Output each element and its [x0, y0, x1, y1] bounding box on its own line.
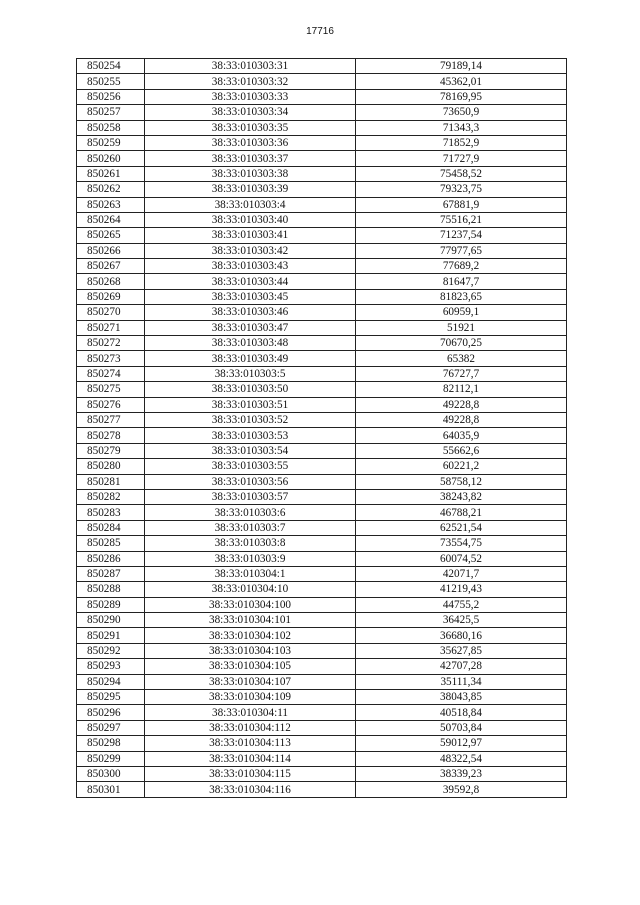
table-row	[77, 105, 567, 120]
cadastral-number-cell: 38:33:010303:5	[145, 366, 356, 381]
cadastral-number-cell: 38:33:010303:34	[145, 105, 356, 120]
row-number-cell: 850263	[77, 197, 145, 212]
cadastral-number-cell: 38:33:010303:56	[145, 474, 356, 489]
value-cell: 62521,54	[356, 520, 567, 535]
table-row	[77, 166, 567, 181]
cadastral-number-cell: 38:33:010303:48	[145, 336, 356, 351]
table-row	[77, 674, 567, 689]
row-number-cell: 850260	[77, 151, 145, 166]
cadastral-number-cell: 38:33:010303:37	[145, 151, 356, 166]
row-number-cell: 850262	[77, 182, 145, 197]
cadastral-number-cell: 38:33:010303:40	[145, 212, 356, 227]
registry-table	[76, 58, 567, 798]
table-row	[77, 643, 567, 658]
table-row	[77, 182, 567, 197]
cadastral-number-cell: 38:33:010303:50	[145, 382, 356, 397]
row-number-cell: 850282	[77, 489, 145, 504]
row-number-cell: 850289	[77, 597, 145, 612]
table-row	[77, 382, 567, 397]
cadastral-number-cell: 38:33:010303:46	[145, 305, 356, 320]
table-row	[77, 582, 567, 597]
value-cell: 73650,9	[356, 105, 567, 120]
value-cell: 41219,43	[356, 582, 567, 597]
value-cell: 64035,9	[356, 428, 567, 443]
value-cell: 78169,95	[356, 89, 567, 104]
row-number-cell: 850257	[77, 105, 145, 120]
cadastral-number-cell: 38:33:010303:42	[145, 243, 356, 258]
table-row	[77, 551, 567, 566]
value-cell: 38043,85	[356, 690, 567, 705]
cadastral-number-cell: 38:33:010303:4	[145, 197, 356, 212]
row-number-cell: 850269	[77, 289, 145, 304]
row-number-cell: 850256	[77, 89, 145, 104]
value-cell: 46788,21	[356, 505, 567, 520]
table-row	[77, 505, 567, 520]
table-row	[77, 690, 567, 705]
value-cell: 55662,6	[356, 443, 567, 458]
cadastral-number-cell: 38:33:010303:31	[145, 59, 356, 74]
table-row	[77, 228, 567, 243]
table-row	[77, 751, 567, 766]
table-row	[77, 536, 567, 551]
value-cell: 75458,52	[356, 166, 567, 181]
cadastral-number-cell: 38:33:010304:103	[145, 643, 356, 658]
row-number-cell: 850295	[77, 690, 145, 705]
cadastral-number-cell: 38:33:010303:7	[145, 520, 356, 535]
value-cell: 77689,2	[356, 259, 567, 274]
table-row	[77, 259, 567, 274]
table-row	[77, 659, 567, 674]
row-number-cell: 850298	[77, 736, 145, 751]
row-number-cell: 850299	[77, 751, 145, 766]
table-row	[77, 289, 567, 304]
row-number-cell: 850264	[77, 212, 145, 227]
row-number-cell: 850286	[77, 551, 145, 566]
row-number-cell: 850291	[77, 628, 145, 643]
cadastral-number-cell: 38:33:010303:47	[145, 320, 356, 335]
cadastral-number-cell: 38:33:010304:109	[145, 690, 356, 705]
table-row	[77, 243, 567, 258]
value-cell: 81647,7	[356, 274, 567, 289]
cadastral-number-cell: 38:33:010303:52	[145, 412, 356, 427]
row-number-cell: 850259	[77, 135, 145, 150]
value-cell: 70670,25	[356, 336, 567, 351]
value-cell: 71343,3	[356, 120, 567, 135]
value-cell: 60074,52	[356, 551, 567, 566]
row-number-cell: 850267	[77, 259, 145, 274]
value-cell: 40518,84	[356, 705, 567, 720]
value-cell: 36680,16	[356, 628, 567, 643]
table-row	[77, 720, 567, 735]
table-row	[77, 474, 567, 489]
value-cell: 39592,8	[356, 782, 567, 797]
cadastral-number-cell: 38:33:010303:44	[145, 274, 356, 289]
table-row	[77, 197, 567, 212]
value-cell: 67881,9	[356, 197, 567, 212]
table-row	[77, 628, 567, 643]
row-number-cell: 850280	[77, 459, 145, 474]
cadastral-number-cell: 38:33:010304:101	[145, 613, 356, 628]
cadastral-number-cell: 38:33:010304:115	[145, 766, 356, 781]
table-row	[77, 320, 567, 335]
cadastral-number-cell: 38:33:010303:49	[145, 351, 356, 366]
row-number-cell: 850278	[77, 428, 145, 443]
value-cell: 82112,1	[356, 382, 567, 397]
row-number-cell: 850265	[77, 228, 145, 243]
table-row	[77, 120, 567, 135]
table-row	[77, 397, 567, 412]
row-number-cell: 850300	[77, 766, 145, 781]
table-row	[77, 151, 567, 166]
value-cell: 49228,8	[356, 397, 567, 412]
value-cell: 42707,28	[356, 659, 567, 674]
cadastral-number-cell: 38:33:010304:116	[145, 782, 356, 797]
row-number-cell: 850272	[77, 336, 145, 351]
table-row	[77, 566, 567, 581]
table-row	[77, 336, 567, 351]
row-number-cell: 850270	[77, 305, 145, 320]
value-cell: 77977,65	[356, 243, 567, 258]
table-row	[77, 305, 567, 320]
row-number-cell: 850301	[77, 782, 145, 797]
cadastral-number-cell: 38:33:010303:38	[145, 166, 356, 181]
row-number-cell: 850297	[77, 720, 145, 735]
table-row	[77, 428, 567, 443]
table-row	[77, 520, 567, 535]
row-number-cell: 850293	[77, 659, 145, 674]
value-cell: 65382	[356, 351, 567, 366]
value-cell: 38339,23	[356, 766, 567, 781]
cadastral-number-cell: 38:33:010303:6	[145, 505, 356, 520]
row-number-cell: 850275	[77, 382, 145, 397]
table-row	[77, 443, 567, 458]
row-number-cell: 850266	[77, 243, 145, 258]
table-row	[77, 74, 567, 89]
value-cell: 38243,82	[356, 489, 567, 504]
value-cell: 50703,84	[356, 720, 567, 735]
cadastral-number-cell: 38:33:010303:45	[145, 289, 356, 304]
value-cell: 79189,14	[356, 59, 567, 74]
table-row	[77, 736, 567, 751]
cadastral-number-cell: 38:33:010303:53	[145, 428, 356, 443]
table-row	[77, 489, 567, 504]
cadastral-number-cell: 38:33:010303:39	[145, 182, 356, 197]
cadastral-number-cell: 38:33:010304:105	[145, 659, 356, 674]
table-row	[77, 274, 567, 289]
cadastral-number-cell: 38:33:010304:113	[145, 736, 356, 751]
row-number-cell: 850273	[77, 351, 145, 366]
row-number-cell: 850254	[77, 59, 145, 74]
row-number-cell: 850283	[77, 505, 145, 520]
row-number-cell: 850276	[77, 397, 145, 412]
row-number-cell: 850281	[77, 474, 145, 489]
row-number-cell: 850296	[77, 705, 145, 720]
cadastral-number-cell: 38:33:010303:8	[145, 536, 356, 551]
row-number-cell: 850261	[77, 166, 145, 181]
table-row	[77, 597, 567, 612]
value-cell: 36425,5	[356, 613, 567, 628]
row-number-cell: 850255	[77, 74, 145, 89]
row-number-cell: 850258	[77, 120, 145, 135]
row-number-cell: 850288	[77, 582, 145, 597]
table-row	[77, 351, 567, 366]
table-row	[77, 212, 567, 227]
row-number-cell: 850292	[77, 643, 145, 658]
cadastral-number-cell: 38:33:010303:32	[145, 74, 356, 89]
value-cell: 48322,54	[356, 751, 567, 766]
value-cell: 76727,7	[356, 366, 567, 381]
value-cell: 35627,85	[356, 643, 567, 658]
cadastral-number-cell: 38:33:010303:54	[145, 443, 356, 458]
value-cell: 79323,75	[356, 182, 567, 197]
value-cell: 51921	[356, 320, 567, 335]
table-row	[77, 782, 567, 797]
value-cell: 58758,12	[356, 474, 567, 489]
row-number-cell: 850285	[77, 536, 145, 551]
row-number-cell: 850294	[77, 674, 145, 689]
cadastral-number-cell: 38:33:010303:51	[145, 397, 356, 412]
cadastral-number-cell: 38:33:010304:102	[145, 628, 356, 643]
table-row	[77, 412, 567, 427]
cadastral-number-cell: 38:33:010303:55	[145, 459, 356, 474]
row-number-cell: 850277	[77, 412, 145, 427]
cadastral-number-cell: 38:33:010303:57	[145, 489, 356, 504]
table-row	[77, 135, 567, 150]
table-row	[77, 59, 567, 74]
cadastral-number-cell: 38:33:010304:10	[145, 582, 356, 597]
row-number-cell: 850274	[77, 366, 145, 381]
cadastral-number-cell: 38:33:010304:100	[145, 597, 356, 612]
cadastral-number-cell: 38:33:010304:107	[145, 674, 356, 689]
cadastral-number-cell: 38:33:010304:112	[145, 720, 356, 735]
cadastral-number-cell: 38:33:010303:41	[145, 228, 356, 243]
value-cell: 60221,2	[356, 459, 567, 474]
table-row	[77, 766, 567, 781]
value-cell: 42071,7	[356, 566, 567, 581]
row-number-cell: 850268	[77, 274, 145, 289]
row-number-cell: 850290	[77, 613, 145, 628]
cadastral-number-cell: 38:33:010303:36	[145, 135, 356, 150]
value-cell: 44755,2	[356, 597, 567, 612]
cadastral-number-cell: 38:33:010303:35	[145, 120, 356, 135]
value-cell: 75516,21	[356, 212, 567, 227]
value-cell: 73554,75	[356, 536, 567, 551]
table-row	[77, 459, 567, 474]
row-number-cell: 850287	[77, 566, 145, 581]
table-row	[77, 705, 567, 720]
cadastral-number-cell: 38:33:010303:9	[145, 551, 356, 566]
value-cell: 81823,65	[356, 289, 567, 304]
value-cell: 71727,9	[356, 151, 567, 166]
value-cell: 45362,01	[356, 74, 567, 89]
row-number-cell: 850284	[77, 520, 145, 535]
table-row	[77, 366, 567, 381]
value-cell: 49228,8	[356, 412, 567, 427]
table-row	[77, 89, 567, 104]
table-row	[77, 613, 567, 628]
cadastral-number-cell: 38:33:010304:114	[145, 751, 356, 766]
value-cell: 59012,97	[356, 736, 567, 751]
value-cell: 60959,1	[356, 305, 567, 320]
row-number-cell: 850279	[77, 443, 145, 458]
cadastral-number-cell: 38:33:010304:1	[145, 566, 356, 581]
value-cell: 71852,9	[356, 135, 567, 150]
value-cell: 35111,34	[356, 674, 567, 689]
row-number-cell: 850271	[77, 320, 145, 335]
registry-table-body	[77, 59, 567, 798]
page-number: 17716	[306, 26, 334, 37]
cadastral-number-cell: 38:33:010303:33	[145, 89, 356, 104]
value-cell: 71237,54	[356, 228, 567, 243]
cadastral-number-cell: 38:33:010304:11	[145, 705, 356, 720]
cadastral-number-cell: 38:33:010303:43	[145, 259, 356, 274]
